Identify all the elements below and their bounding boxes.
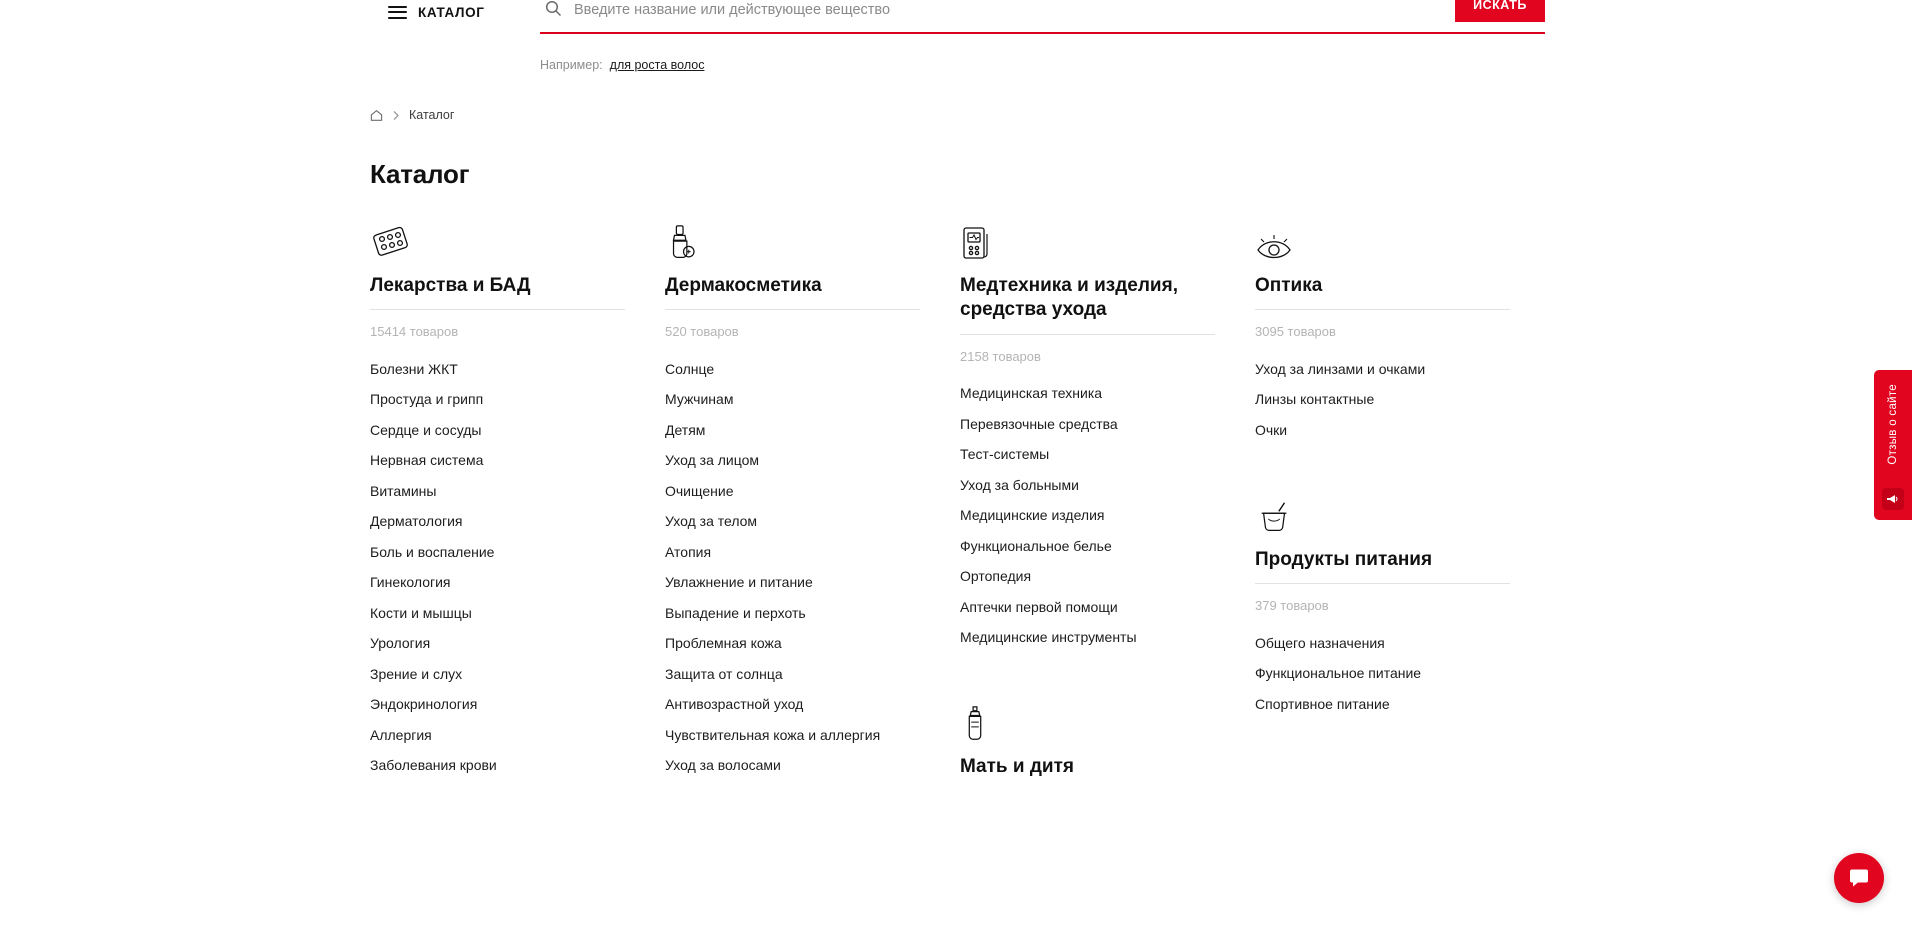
divider — [1255, 583, 1510, 584]
list-item[interactable]: Уход за лицом — [665, 452, 760, 469]
list-item[interactable]: Спортивное питание — [1255, 695, 1390, 712]
pill-blister-icon — [370, 212, 625, 264]
list-item[interactable]: Урология — [370, 635, 431, 652]
catalog-group-count: 520 товаров — [665, 324, 739, 340]
catalog-column — [665, 212, 960, 790]
search-hint-example-link[interactable]: для роста волос — [609, 58, 705, 72]
list-item[interactable]: Зрение и слух — [370, 665, 463, 682]
list-item[interactable]: Витамины — [370, 482, 437, 499]
chat-bubble-icon — [1847, 866, 1871, 890]
catalog-group-medicines — [370, 212, 665, 781]
catalog-group-medical-devices — [960, 212, 1255, 653]
medical-device-icon — [960, 212, 1215, 264]
list-item[interactable]: Медицинские инструменты — [960, 629, 1137, 646]
divider — [1255, 309, 1510, 310]
list-item[interactable]: Уход за больными — [960, 476, 1079, 493]
baby-bottle-icon — [960, 693, 1215, 745]
list-item[interactable]: Общего назначения — [1255, 634, 1385, 651]
catalog-group-title: Дермакосметика — [665, 275, 822, 296]
catalog-column — [1255, 212, 1550, 790]
site-feedback-tab[interactable] — [1874, 370, 1912, 520]
search-submit-button[interactable]: ИСКАТЬ — [1455, 0, 1545, 22]
list-item[interactable]: Уход за волосами — [665, 757, 781, 774]
search-input[interactable] — [572, 0, 1452, 32]
list-item[interactable]: Детям — [665, 421, 706, 438]
catalog-column — [960, 212, 1255, 790]
list-item[interactable]: Аллергия — [370, 726, 432, 743]
home-icon — [370, 109, 383, 122]
page-title: Каталог — [370, 159, 470, 190]
list-item[interactable]: Дерматология — [370, 513, 463, 530]
list-item[interactable]: Ортопедия — [960, 568, 1032, 585]
list-item[interactable]: Чувствительная кожа и аллергия — [665, 726, 881, 743]
catalog-menu-label: КАТАЛОГ — [418, 4, 485, 20]
search-bar — [540, 0, 1545, 34]
search-hint — [540, 58, 704, 72]
search-icon — [545, 0, 562, 17]
catalog-group-count: 15414 товаров — [370, 324, 459, 340]
divider — [370, 309, 625, 310]
list-item[interactable]: Функциональное питание — [1255, 665, 1422, 682]
top-bar — [0, 0, 1912, 72]
catalog-group-links — [1255, 628, 1510, 720]
list-item[interactable]: Мужчинам — [665, 391, 734, 408]
list-item[interactable]: Функциональное белье — [960, 537, 1112, 554]
list-item[interactable]: Тест-системы — [960, 446, 1050, 463]
list-item[interactable]: Выпадение и перхоть — [665, 604, 806, 621]
breadcrumb — [370, 108, 454, 122]
list-item[interactable]: Проблемная кожа — [665, 635, 782, 652]
catalog-group-title: Медтехника и изделия, средства ухода — [960, 275, 1178, 321]
list-item[interactable]: Увлажнение и питание — [665, 574, 813, 591]
list-item[interactable]: Очищение — [665, 482, 734, 499]
list-item[interactable]: Боль и воспаление — [370, 543, 495, 560]
list-item[interactable]: Аптечки первой помощи — [960, 598, 1118, 615]
catalog-group-mother-and-child — [960, 693, 1255, 779]
list-item[interactable]: Антивозрастной уход — [665, 696, 804, 713]
list-item[interactable]: Сердце и сосуды — [370, 421, 482, 438]
chat-widget-button[interactable] — [1834, 853, 1884, 903]
list-item[interactable]: Заболевания крови — [370, 757, 497, 774]
eye-icon — [1255, 212, 1510, 264]
list-item[interactable]: Простуда и грипп — [370, 391, 484, 408]
catalog-group-links — [960, 379, 1215, 654]
list-item[interactable]: Болезни ЖКТ — [370, 360, 458, 377]
catalog-group-links — [665, 354, 920, 781]
cosmetics-dropper-icon — [665, 212, 920, 264]
search-hint-prefix: Например: — [540, 58, 603, 72]
breadcrumb-current: Каталог — [409, 108, 455, 122]
list-item[interactable]: Перевязочные средства — [960, 415, 1118, 432]
divider — [665, 309, 920, 310]
catalog-group-title: Продукты питания — [1255, 548, 1433, 570]
catalog-group-count: 2158 товаров — [960, 348, 1041, 364]
catalog-menu-button[interactable] — [370, 0, 518, 34]
catalog-group-title: Мать и дитя — [960, 756, 1074, 778]
list-item[interactable]: Атопия — [665, 543, 712, 560]
list-item[interactable]: Кости и мышцы — [370, 604, 472, 621]
hamburger-menu-icon — [388, 6, 407, 19]
list-item[interactable]: Гинекология — [370, 574, 451, 591]
list-item[interactable]: Очки — [1255, 421, 1288, 438]
list-item[interactable]: Эндокринология — [370, 696, 478, 713]
catalog-column — [370, 212, 665, 790]
catalog-group-optics — [1255, 212, 1550, 446]
divider — [960, 334, 1215, 335]
list-item[interactable]: Линзы контактные — [1255, 391, 1375, 408]
catalog-group-links — [1255, 354, 1510, 446]
catalog-group-food-products — [1255, 486, 1550, 720]
chevron-right-icon — [392, 110, 400, 121]
list-item[interactable]: Уход за телом — [665, 513, 758, 530]
list-item[interactable]: Нервная система — [370, 452, 484, 469]
list-item[interactable]: Солнце — [665, 360, 715, 377]
catalog-group-count: 3095 товаров — [1255, 324, 1336, 340]
breadcrumb-home-link[interactable] — [370, 109, 383, 122]
list-item[interactable]: Защита от солнца — [665, 665, 783, 682]
list-item[interactable]: Медицинская техника — [960, 385, 1103, 402]
catalog-columns — [370, 212, 1550, 790]
mortar-pestle-icon — [1255, 486, 1510, 538]
catalog-group-title: Лекарства и БАД — [370, 275, 531, 296]
list-item[interactable]: Медицинские изделия — [960, 507, 1105, 524]
catalog-group-dermocosmetics — [665, 212, 960, 781]
site-feedback-label: Отзыв о сайте — [1887, 384, 1899, 465]
catalog-group-title: Оптика — [1255, 275, 1323, 296]
megaphone-icon — [1882, 488, 1904, 510]
list-item[interactable]: Уход за линзами и очками — [1255, 360, 1426, 377]
catalog-group-links — [370, 354, 625, 781]
catalog-group-count: 379 товаров — [1255, 598, 1329, 614]
